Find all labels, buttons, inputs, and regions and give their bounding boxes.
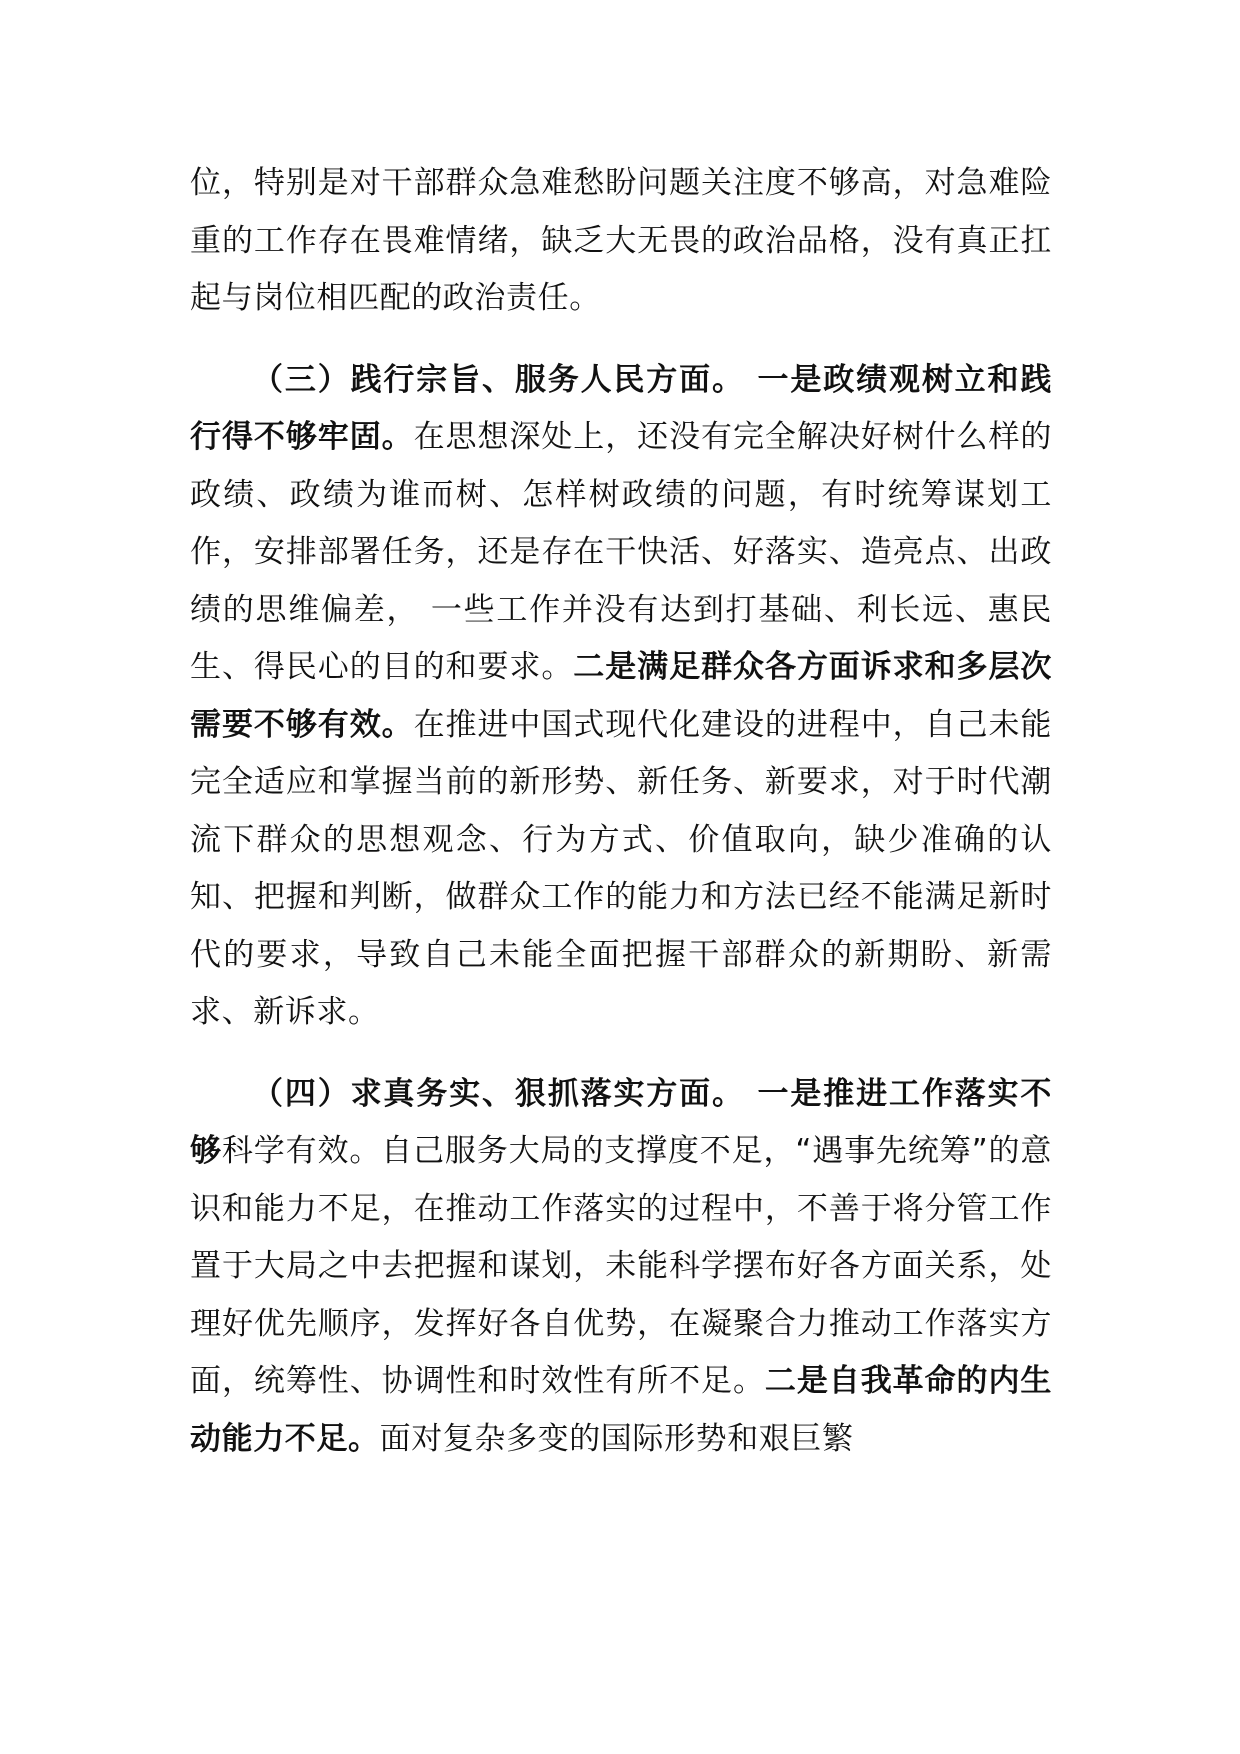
document-page <box>190 155 1052 1468</box>
paragraph-1-text: 位，特别是对干部群众急难愁盼问题关注度不够高，对急难险重的工作存在畏难情绪，缺乏大无畏的政治品格，没有真正扛起与岗位相匹配的政治责任。 <box>190 165 1052 316</box>
paragraph-3 <box>190 1066 1052 1469</box>
section-3-text-1: 在思想深处上，还没有完全解决好树什么样的政绩、政绩为谁而树、怎样树政绩的问题，有时统筹谋划工作，安排部署任务，还是存在干快活、好落实、造亮点、出政绩的思维偏差， 一些工作并没有达到打基础、利长远、惠民生、得民心的目的和要求。 <box>190 419 1053 685</box>
section-4-text-2: 面对复杂多变的国际形势和艰巨繁 <box>379 1420 854 1457</box>
section-3-point-2-heading: 二是满足群众各方面诉求和多层次需要不够有效。 <box>190 649 1053 743</box>
paragraph-2 <box>190 352 1052 1042</box>
section-4-point-2-heading: 二是自我革命的内生动能力不足。 <box>190 1363 1052 1457</box>
paragraph-1 <box>190 155 1052 328</box>
section-3-text-2: 在推进中国式现代化建设的进程中，自己未能完全适应和掌握当前的新形势、新任务、新要求，对于时代潮流下群众的思想观念、行为方式、价值取向，缺少准确的认知、把握和判断，做群众工作的能力和方法已经不能满足新时代的要求，导致自己未能全面把握干部群众的新期盼、新需求、新诉求。 <box>190 706 1053 1030</box>
section-3-heading: （三）践行宗旨、服务人民方面。 一是政绩观树立和践行得不够牢固。 <box>190 361 1052 455</box>
section-4-text-1: 科学有效。自己服务大局的支撑度不足，“遇事先统筹”的意识和能力不足，在推动工作落实的过程中，不善于将分管工作置于大局之中去把握和谋划，未能科学摆布好各方面关系，处理好优先顺序，发挥好各自优势，在凝聚合力推动工作落实方面，统筹性、协调性和时效性有所不足。 <box>190 1133 1052 1399</box>
section-4-heading: （四）求真务实、狠抓落实方面。 一是推进工作落实不够 <box>190 1075 1052 1169</box>
